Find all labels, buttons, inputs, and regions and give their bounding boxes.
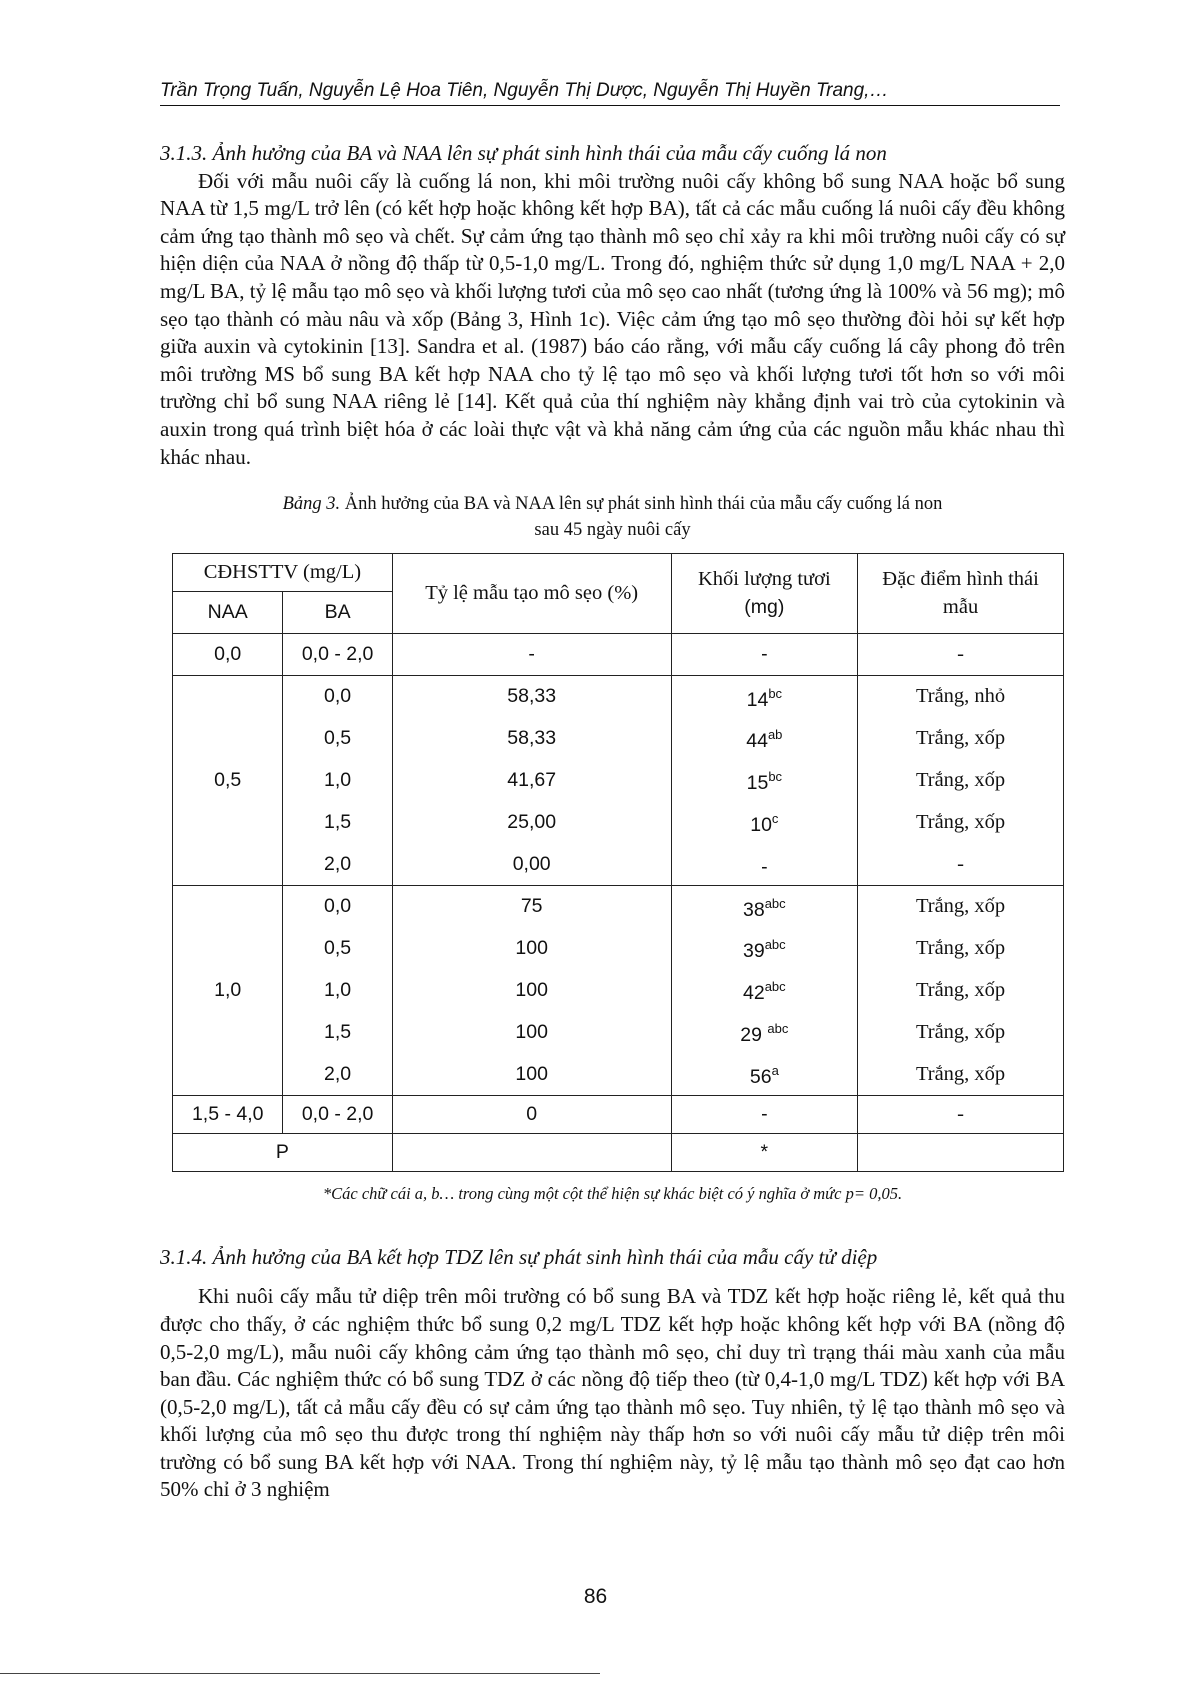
- cell-p-label: P: [173, 1134, 393, 1172]
- cell-mass: -: [671, 1096, 858, 1134]
- table-row: [173, 1096, 1064, 1134]
- cell-rate: 25,00: [392, 802, 671, 844]
- table-row: [173, 886, 1064, 928]
- cell-morph: Trắng, xốp: [858, 1012, 1064, 1054]
- cell-ba: 0,5: [283, 928, 392, 970]
- cell-morph: Trắng, xốp: [858, 718, 1064, 760]
- table-3-caption: [160, 491, 1065, 543]
- table-row: [173, 1054, 1064, 1096]
- cell-ba: 1,5: [283, 1012, 392, 1054]
- cell-ba: 2,0: [283, 1054, 392, 1096]
- page-number: 86: [583, 1585, 608, 1608]
- cell-morph: -: [858, 844, 1064, 886]
- table-3: [172, 553, 1064, 1172]
- table-row: [173, 760, 1064, 802]
- cell-mass: -: [671, 634, 858, 676]
- cell-morph: -: [858, 634, 1064, 676]
- cell-mass: 10$^c$: [671, 802, 858, 844]
- cell-mass: $44^{ab}$: [671, 718, 858, 760]
- cell-morph: Trắng, xốp: [858, 1054, 1064, 1096]
- header-fresh-mass: [671, 554, 858, 634]
- table-row: [173, 718, 1064, 760]
- cell-mass: $42^{abc}$: [671, 970, 858, 1012]
- table-3-caption-line1: Ảnh hưởng của BA và NAA lên sự phát sinh hình thái của mẫu cấy cuống lá non: [344, 494, 943, 515]
- running-header: Trần Trọng Tuấn, Nguyễn Lệ Hoa Tiên, Nguyễn Thị Dược, Nguyễn Thị Huyền Trang,…: [160, 80, 1060, 106]
- cell-rate: 100: [392, 970, 671, 1012]
- table-row-p-value: [173, 1134, 1064, 1172]
- table-3-caption-label: Bảng 3.: [282, 494, 341, 515]
- cell-mass: $38^{abc}$: [671, 886, 858, 928]
- header-morphology: Đặc điểm hình thái mẫu: [858, 554, 1064, 634]
- cell-rate: 100: [392, 1012, 671, 1054]
- cell-mass: $39^{abc}$: [671, 928, 858, 970]
- cell-rate: 0: [392, 1096, 671, 1134]
- table-3-caption-line2: sau 45 ngày nuôi cấy: [534, 520, 691, 541]
- cell-ba: 0,0 - 2,0: [283, 634, 392, 676]
- table-row: [173, 1012, 1064, 1054]
- page-content: [160, 140, 1065, 1504]
- cell-morph: Trắng, xốp: [858, 886, 1064, 928]
- cell-morph: Trắng, xốp: [858, 970, 1064, 1012]
- cell-rate: 100: [392, 1054, 671, 1096]
- section-3-1-3-paragraph: Đối với mẫu nuôi cấy là cuống lá non, khi môi trường nuôi cấy không bổ sung NAA hoặc bổ sung NAA từ 1,5 mg/L trở lên (có kết hợp hoặc không kết hợp BA), tất cả các mẫu cuống lá nuôi cấy đều không cảm ứng tạo thành mô sẹo và chết. Sự cảm ứng tạo thành mô sẹo chỉ xảy ra khi môi trường nuôi cấy có sự hiện diện của NAA ở nồng độ thấp từ 0,5-1,0 mg/L. Trong đó, nghiệm thức sử dụng 1,0 mg/L NAA + 2,0 mg/L BA, tỷ lệ mẫu tạo mô sẹo và khối lượng tươi của mô sẹo cao nhất (tương ứng là 100% và 56 mg); mô sẹo tạo thành có màu nâu và xốp (Bảng 3, Hình 1c). Việc cảm ứng tạo mô sẹo thường đòi hỏi sự kết hợp giữa auxin và cytokinin [13]. Sandra et al. (1987) báo cáo rằng, với mẫu cấy cuống lá cây phong đỏ trên môi trường MS bổ sung BA kết hợp NAA cho tỷ lệ tạo mô sẹo và khối lượng tươi tốt hơn so với môi trường chỉ bổ sung NAA riêng lẻ [14]. Kết quả của thí nghiệm này khẳng định vai trò của cytokinin và auxin trong quá trình biệt hóa ở các loài thực vật và khả năng cảm ứng của các nguồn mẫu khác nhau thì khác nhau.: [160, 168, 1065, 469]
- cell-naa-group: 0,5: [173, 676, 283, 886]
- cell-ba: 0,0: [283, 886, 392, 928]
- table-3-footnote: *Các chữ cái a, b… trong cùng một cột thể hiện sự khác biệt có ý nghĩa ở mức p= 0,05.: [322, 1184, 903, 1204]
- header-group-pgr: CĐHSTTV (mg/L): [173, 554, 393, 592]
- header-fresh-mass-line2: (mg): [744, 595, 785, 618]
- table-row: [173, 676, 1064, 718]
- section-3-1-4-paragraph: Khi nuôi cấy mẫu tử diệp trên môi trường có bổ sung BA và TDZ kết hợp hoặc riêng lẻ, kết quả thu được cho thấy, ở các nghiệm thức bổ sung 0,2 mg/L TDZ kết hợp hoặc không kết hợp với BA (nồng độ 0,5-2,0 mg/L), mẫu nuôi cấy không cảm ứng tạo thành mô sẹo, chỉ duy trì trạng thái màu xanh của mẫu ban đầu. Các nghiệm thức có bổ sung TDZ ở các nồng độ tiếp theo (từ 0,4-1,0 mg/L TDZ) kết hợp với BA (0,5-2,0 mg/L), tất cả mẫu cấy đều có sự cảm ứng tạo thành mô sẹo. Tuy nhiên, tỷ lệ tạo thành mô sẹo và khối lượng của mô sẹo thu được trong thí nghiệm này thấp hơn so với nuôi cấy mẫu tử diệp trên môi trường có bổ sung BA kết hợp với NAA. Trong thí nghiệm này, tỷ lệ mẫu tạo thành mô sẹo đạt cao hơn 50% chỉ ở 3 nghiệm: [160, 1284, 1065, 1502]
- table-row: [173, 844, 1064, 886]
- cell-rate: 75: [392, 886, 671, 928]
- header-ba: BA: [283, 592, 392, 634]
- cell-rate: 41,67: [392, 760, 671, 802]
- cell-rate: 58,33: [392, 676, 671, 718]
- cell-ba: 0,0: [283, 676, 392, 718]
- cell-p-morph: [858, 1134, 1064, 1172]
- cell-mass: 29 $^{abc}$: [671, 1012, 858, 1054]
- header-naa: NAA: [173, 592, 283, 634]
- cell-morph: Trắng, xốp: [858, 760, 1064, 802]
- section-3-1-3-title: 3.1.3. Ảnh hưởng của BA và NAA lên sự phát sinh hình thái của mẫu cấy cuống lá non: [160, 141, 887, 165]
- table-row: [173, 802, 1064, 844]
- cell-mass: -: [671, 844, 858, 886]
- cell-morph: Trắng, xốp: [858, 802, 1064, 844]
- cell-mass: 56$^a$: [671, 1054, 858, 1096]
- cell-mass: $14^{bc}$: [671, 676, 858, 718]
- table-row: [173, 634, 1064, 676]
- cell-ba: 1,5: [283, 802, 392, 844]
- table-row: [173, 970, 1064, 1012]
- cell-naa: 0,0: [173, 634, 283, 676]
- cell-rate: -: [392, 634, 671, 676]
- cell-ba: 1,0: [283, 760, 392, 802]
- cell-naa: 1,5 - 4,0: [173, 1096, 283, 1134]
- cell-rate: 58,33: [392, 718, 671, 760]
- section-3-1-4-title: 3.1.4. Ảnh hưởng của BA kết hợp TDZ lên sự phát sinh hình thái của mẫu cấy tử diệp: [160, 1244, 878, 1269]
- cell-ba: 1,0: [283, 970, 392, 1012]
- header-fresh-mass-line1: Khối lượng tươi: [697, 568, 831, 591]
- bottom-rule: [0, 1673, 600, 1674]
- header-callus-rate: Tỷ lệ mẫu tạo mô sẹo (%): [392, 554, 671, 634]
- cell-rate: 0,00: [392, 844, 671, 886]
- cell-p-rate: [392, 1134, 671, 1172]
- cell-morph: Trắng, xốp: [858, 928, 1064, 970]
- cell-ba: 0,0 - 2,0: [283, 1096, 392, 1134]
- cell-ba: 0,5: [283, 718, 392, 760]
- cell-mass: $15^{bc}$: [671, 760, 858, 802]
- cell-ba: 2,0: [283, 844, 392, 886]
- cell-morph: -: [858, 1096, 1064, 1134]
- table-row: [173, 928, 1064, 970]
- cell-naa-group: 1,0: [173, 886, 283, 1096]
- cell-morph: Trắng, nhỏ: [858, 676, 1064, 718]
- cell-p-mass: *: [671, 1134, 858, 1172]
- cell-rate: 100: [392, 928, 671, 970]
